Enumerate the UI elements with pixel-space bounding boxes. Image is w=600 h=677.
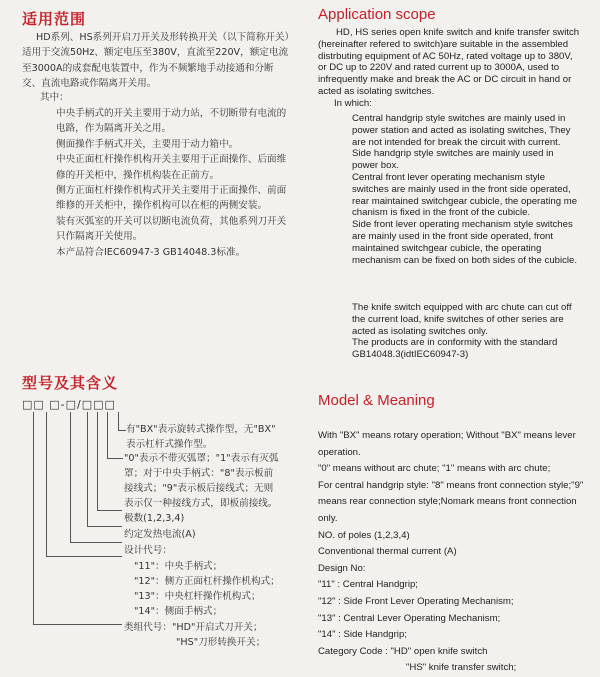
list-item: "HS" knife transfer switch;: [406, 662, 517, 674]
zh-anno-design-list: "11"：中央手柄式； "12"：侧方正面杠杆操作机构式； "13"：中央杠杆操作机构式； "14"：侧面手柄式；: [134, 561, 280, 617]
list-item: Conventional thermal current (A): [318, 546, 457, 558]
en-model-lines: [318, 428, 586, 677]
zh-anno-design: 设计代号：: [124, 545, 172, 556]
list-item: 中央手柄式的开关主要用于动力站，不切断带有电流的电路，作为隔离开关之用。: [56, 108, 287, 135]
list-item: Central front lever operating mechanism style switches are mainly used in the front side operated, rear maintained switchgear cubicle, the operating me chanism is fixed in the front of the cubicle.: [352, 171, 578, 219]
en-scope-list-tail: [352, 302, 582, 361]
zh-anno-category-hs: "HS"刀形转换开关；: [176, 637, 266, 648]
en-scope-title: Application scope: [318, 6, 436, 23]
list-item: Side front lever operating mechanism style switches are mainly used in the front side operated, front maintained switchgear cubicle, the operating mechanism can be fixed on both sides of the cubicle.: [352, 219, 578, 266]
list-item: Category Code : "HD" open knife switch: [318, 645, 488, 657]
zh-anno-bx: 有"BX"表示旋转式操作型，无"BX" 表示杠杆式操作型。: [126, 424, 276, 450]
zh-anno-poles: 极数(1,2,3,4): [124, 513, 185, 524]
zh-scope-list: [56, 106, 290, 260]
list-item: Central handgrip style switches are mainly used in power station and acted as isolating switches, They are not intended for break the circuit with current.: [352, 113, 571, 148]
list-item: NO. of poles (1,2,3,4): [318, 529, 410, 541]
list-item: "11" : Central Handgrip;: [318, 579, 418, 591]
list-item: Design No:: [318, 562, 366, 574]
list-item: "0" means without arc chute; "1" means with arc chute;: [318, 463, 551, 475]
list-item: The products are in conformity with the standard GB14048.3(idtIEC60947-3): [352, 337, 558, 361]
zh-model-title: 型号及其含义: [22, 374, 119, 392]
zh-scope-intro: HD系列、HS系列开启刀开关及形转换开关（以下简称开关）适用于交流50Hz、额定电压至380V，直流至220V，额定电流至3000A的成套配电装置中，作为不频繁地手动接通和分断交、直流电路或作隔离开关用。: [22, 32, 290, 90]
list-item: Side handgrip style switches are mainly used in power box.: [352, 148, 554, 172]
zh-scope-title: 适用范围: [22, 10, 87, 28]
list-item: "14" : Side Handgrip;: [318, 629, 407, 641]
list-item: 中央正面杠杆操作机构开关主要用于正面操作、后面维修的开关柜中，操作机构装在正前方。: [56, 154, 287, 181]
list-item: 侧方正面杠杆操作机构式开关主要用于正面操作、前面维修的开关柜中，操作机构可以在柜的两侧安装。: [56, 185, 287, 212]
list-item: 本产品符合IEC60947-3 GB14048.3标准。: [56, 246, 246, 258]
list-item: "13" : Central Lever Operating Mechanism;: [318, 612, 501, 624]
model-code: □□ □-□/□□□: [22, 398, 116, 411]
en-scope-list: [352, 113, 582, 266]
zh-scope-among: 其中：: [40, 92, 69, 103]
list-item: With "BX" means rotary operation; Without "BX" means lever operation.: [318, 430, 576, 458]
en-scope-among: In which:: [334, 98, 372, 109]
list-item: For central handgrip style: "8" means front connection style;"9" means rear connection style;Nomark means front connection only.: [318, 479, 584, 524]
list-item: 装有灭弧室的开关可以切断电流负荷，其他系列刀开关只作隔离开关使用。: [56, 215, 287, 243]
en-scope-intro: HD, HS series open knife switch and knife transfer switch (hereinafter refered to switch)are suitable in the assembled distrbuting equipment of AC 50Hz, rated voltage up to 380V, or DC up to 220V and rated current up to 3000A, used to infrequently make and break the AC or DC circuit in hand or acted as isolating switches.: [318, 27, 580, 97]
list-item: The knife switch equipped with arc chute can cut off the current load, knife switches of other series are acted as isolating switches only.: [352, 302, 572, 337]
zh-anno-current: 约定发热电流(A): [124, 529, 196, 540]
list-item: "12" : Side Front Lever Operating Mechanism;: [318, 595, 514, 607]
zh-anno-arc: "0"表示不带灭弧罩；"1"表示有灭弧 罩；对于中央手柄式："8"表示板前 接线式；"9"表示板后接线式；无则 表示仅一种接线方式，即板前接线。: [124, 453, 279, 509]
list-item: 侧面操作手柄式开关，主要用于动力箱中。: [56, 138, 239, 150]
zh-anno-category: 类组代号："HD"开启式刀开关；: [124, 622, 263, 633]
en-model-title: Model & Meaning: [318, 392, 435, 409]
